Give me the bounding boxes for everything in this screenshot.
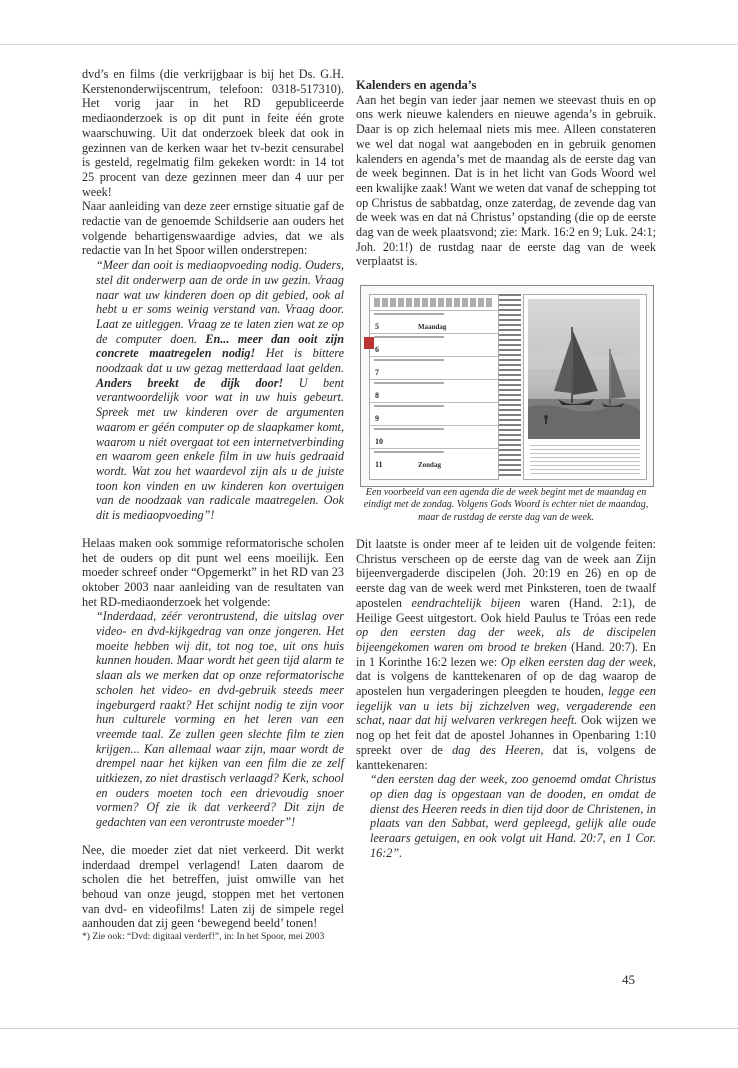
- quote-bold: En... meer dan ooit zijn concrete maatregelen nodig!: [96, 331, 344, 361]
- right-column: [356, 78, 656, 861]
- italic-run: legge een iegelijk van u iets bij zichzelven weg, vergaderende een schat, naar dat hij welvaren verkregen heeft.: [356, 684, 656, 728]
- paragraph: Aan het begin van ieder jaar nemen we steevast thuis en op ons werk nieuwe kalenders en nieuwe agenda’s in gebruik. Daar is op zich helemaal niets mis mee. Alleen constateren we wel dat nogal wat aangeboden en in gebruik genomen kalenders en agenda’s met de maandag als de eerste dag van de week beginnen. Dat is in het licht van Gods Woord wel een kwalijke zaak! Want we weten dat vanaf de schepping tot op Christus de sabbatdag, onze zaterdag, de zevende dag van de week was en dat ná Christus’ opstanding (die op de eerste dag van de week plaatsvond; zie: Mark. 16:2 en 9; Luk. 24:1; Joh. 20:1!) de rustdag naar de eerste dag van de week verplaatst is.: [356, 92, 656, 269]
- agenda-day-number: 10: [375, 437, 383, 447]
- text-run: Dit laatste is onder meer af te leiden uit de volgende feiten: Christus verscheen op de eerste dag van de week aan Zijn bijeenvergaderde discipelen (Joh. 20:19 en 26) en op de eerste dag van de week werd met Pinksteren, toen de twaalf apostelen: [356, 537, 656, 610]
- agenda-header-strip: [374, 298, 494, 307]
- scan-edge-top: [0, 44, 738, 45]
- figure-caption: Een voorbeeld van een agenda die de week begint met de maandag en eindigt met de zondag. Volgens Gods Woord is echter niet de maandag, maar de rustdag de eerste dag van de week.: [363, 487, 649, 523]
- agenda-day-number: 9: [375, 414, 379, 424]
- agenda-week-page: [369, 294, 499, 480]
- block-quote: “den eersten dag der week, zoo genoemd omdat Christus op dien dag is opgestaan van de dooden, en omdat de dienst des Heeren reeds in dien tijd door de Christenen, in plaats van den Sabbat, werd gepleegd, gelijk alle oude leeraars getuigen, en ook volgt uit Hand. 20:7, en 1 Cor. 16:2”.: [370, 772, 656, 860]
- agenda-day-number: 5: [375, 322, 379, 332]
- agenda-row: [370, 310, 498, 333]
- paragraph: Naar aanleiding van deze zeer ernstige situatie gaf de redactie van de genoemde Schildserie aan ouders het volgende behartigenswaardige advies, dat we als redactie van In het Spoor willen onderstrepen:: [82, 199, 344, 258]
- italic-run: op den eersten dag der week, als de discipelen bijeengekomen waren om brood te breken: [356, 625, 656, 654]
- block-quote: “Inderdaad, zéér verontrustend, die uitslag over video- en dvd-kijkgedrag van onze jongeren. Het moeite hebben wij dit, tot nog toe, uit ons huis kunnen houden. Maar wordt het geen tijd alarm te slaan als we merken dat op onze reformatorische scholen het video- en dvd-gebruik steeds meer ingeburgerd raakt? Het schijnt nodig te zijn voor hun culturele vorming en het leren van een vreemde taal. Ze zullen geen slechte film te zien krijgen... Kan allemaal waar zijn, maar wordt de drempel naar het kijken van een film die ze zelf uitkiezen, zo niet drastisch verlaagd? Kerk, school en ouders moeten toch een drievoudig snoer vormen? Of zie ik dat verkeerd? Dit zijn de gedachten van een verontruste moeder”!: [96, 609, 344, 830]
- quote-bold: Anders breekt de dijk door!: [96, 375, 284, 390]
- page-number: 45: [622, 972, 635, 987]
- agenda-day-number: 8: [375, 391, 379, 401]
- paragraph: [356, 537, 656, 772]
- section-heading: Kalenders en agenda’s: [356, 78, 477, 92]
- painting-caption-lines: [530, 445, 640, 475]
- agenda-picture-page: [523, 294, 647, 480]
- paragraph: Nee, die moeder ziet dat niet verkeerd. Dit werkt inderdaad drempel verlagend! Laten daarom de scholen die het betreffen, juist omwille van het behoud van onze jeugd, stoppen met het vertonen van dvd- en videofilms! Laten zij de simpele regel aanhouden dat zij geen ‘bewegend beeld’ tonen!: [82, 842, 344, 931]
- agenda-ring-binding: [499, 294, 521, 478]
- footnote: *) Zie ook: “Dvd: digitaal verderf!”, in: In het Spoor, mei 2003: [82, 931, 325, 943]
- italic-run: Op elken eersten dag der week: [500, 654, 653, 669]
- paragraph: Helaas maken ook sommige reformatorische scholen het de ouders op dit punt wel eens moeilijk. Een moeder schreef onder “Opgemerkt” in het RD van 23 oktober 2003 naar aanleiding van de resultaten van het RD-mediaonderzoek het volgende:: [82, 535, 344, 609]
- quote-text: Het is bittere noodzaak dat u uw gezag metterdaad laat gelden.: [96, 346, 344, 376]
- text-run: , dat is volgens de kanttekenaren of op de dag waarop de apostelen hun vergaderingen pleegden te houden,: [356, 654, 656, 699]
- agenda-row: [370, 425, 498, 448]
- left-column: [82, 67, 344, 943]
- agenda-day-name: Maandag: [418, 323, 447, 332]
- quote-text: “Meer dan ooit is mediaopvoeding nodig. Ouders, stel dit onderwerp aan de orde in uw gezin. Vraag naar wat uw kinderen doen op dit gebied, ook al hebt u er soms weinig verstand van. Vraag door. Laat ze uitleggen. Vraag ze te laten zien wat ze op de computer doen.: [96, 258, 344, 346]
- scan-edge-bottom: [0, 1028, 738, 1029]
- italic-run: dag des Heeren: [452, 742, 541, 757]
- agenda-day-number: 6: [375, 345, 379, 355]
- sailing-boats-painting: [528, 299, 640, 439]
- block-quote: [82, 258, 344, 523]
- agenda-illustration: [360, 285, 654, 487]
- paragraph: dvd’s en films (die verkrijgbaar is bij het Ds. G.H. Kerstenonderwijscentrum, telefoon: 0318-517310). Het vorig jaar in het RD gepubliceerde mediaonderzoek is op dit punt in feite één grote waarschuwing. Uit dat onderzoek bleek dat ook in gezinnen van de kerken waar het tv-bezit censurabel is gesteld, regelmatig film gekeken wordt: in 14 tot 25 procent van deze gezinnen meer dan 4 uur per week!: [82, 67, 344, 199]
- text-run: Ook wijzen we nog op het feit dat de apostel Johannes in Openbaring 1:10 spreekt over de: [356, 713, 656, 757]
- italic-run: eendrachtelijk bijeen: [411, 595, 521, 610]
- agenda-day-name: Zondag: [418, 461, 441, 470]
- agenda-row: [370, 333, 498, 356]
- agenda-row: [370, 448, 498, 471]
- agenda-row: [370, 402, 498, 425]
- text-run: (Hand. 20:7). En in 1 Korinthe 16:2 lezen we:: [356, 639, 656, 669]
- agenda-row: [370, 356, 498, 379]
- agenda-day-number: 11: [375, 460, 383, 470]
- agenda-day-number: 7: [375, 368, 379, 378]
- agenda-row: [370, 379, 498, 402]
- text-run: waren (Hand. 2:1), de Heilige Geest uitgestort. Ook hield Paulus te Tróas een rede: [356, 595, 656, 625]
- quote-text: U bent verantwoordelijk voor wat in uw huis gebeurt. Spreek met uw kinderen over de argumenten waarom er géén computer op de slaapkamer komt, waarom u niét overgaat tot een internetverbinding en waarom geen enkele film in uw huis gedraaid wordt. Wat zou het waardevol zijn als u de juiste toon kon vinden en uw kinderen kon overtuigen van de noodzaak van radicale maatregelen. Ook dit is mediaopvoeding”!: [96, 375, 344, 523]
- text-run: , dat is, volgens de kanttekenaren:: [356, 742, 656, 772]
